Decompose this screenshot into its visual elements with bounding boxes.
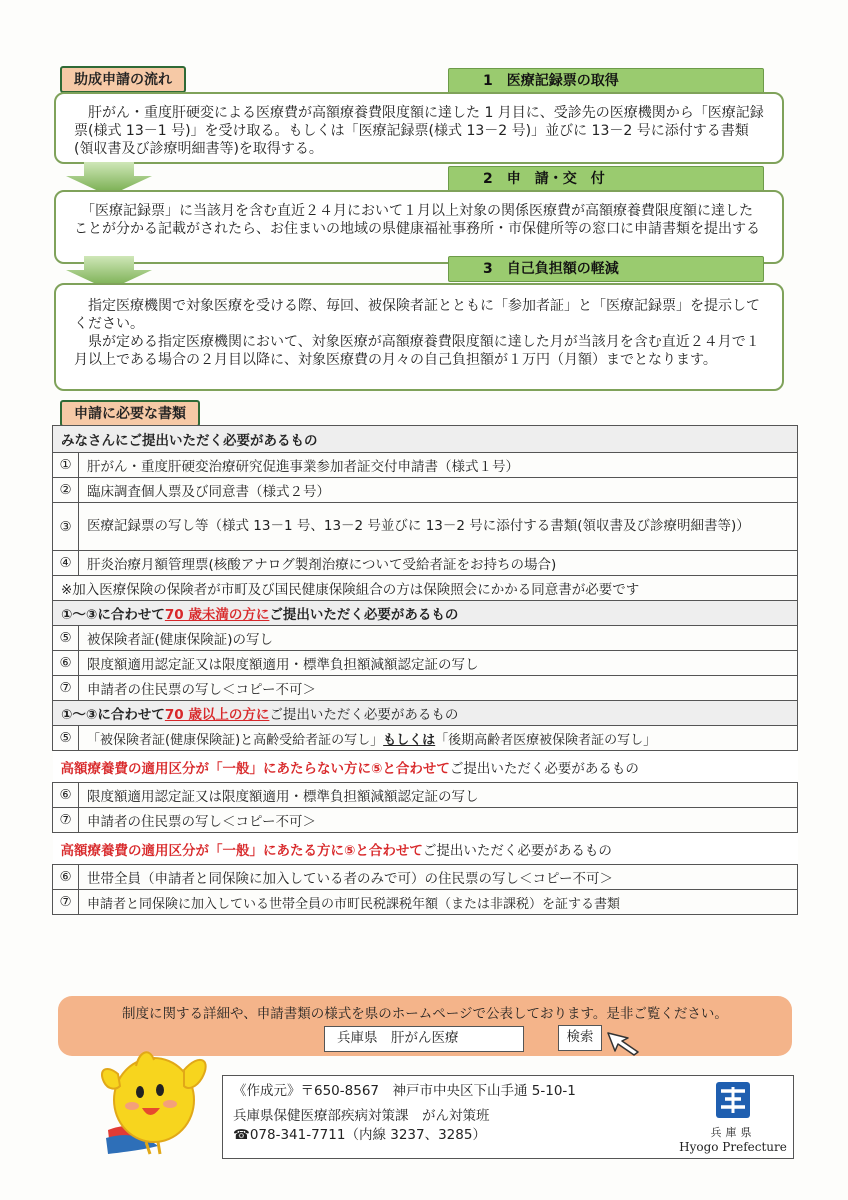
search-input[interactable]: 兵庫県 肝がん医療 <box>324 1026 524 1052</box>
item-text: 世帯全員（申請者と同保険に加入している者のみで可）の住民票の写し＜コピー不可＞ <box>79 865 798 890</box>
insurance-note: ※加入医療保険の保険者が市町及び国民健康保険組合の方は保険照会にかかる同意書が必要です <box>53 576 798 601</box>
table-row <box>53 751 798 783</box>
item-text: 肝がん・重度肝硬変治療研究促進事業参加者証交付申請書（様式１号） <box>79 453 798 478</box>
header-non-general <box>53 751 798 783</box>
table-row <box>53 426 798 453</box>
mascot-bird-icon <box>88 1030 216 1158</box>
item-text: 被保険者証(健康保険証)の写し <box>79 626 798 651</box>
item-text <box>79 726 798 751</box>
table-row <box>53 701 798 726</box>
item-text: 限度額適用認定証又は限度額適用・標準負担額減額認定証の写し <box>79 651 798 676</box>
item-text: 医療記録票の写し等（様式 13－1 号、13－2 号並びに 13－2 号に添付する書類(領収書及び診療明細書等)） <box>79 503 798 551</box>
table-row <box>53 601 798 626</box>
cursor-arrow-icon <box>606 1030 640 1056</box>
item-number: ① <box>53 453 79 478</box>
docs-section-tag: 申請に必要な書類 <box>60 400 200 427</box>
item-number: ③ <box>53 503 79 551</box>
table-row <box>53 726 798 751</box>
header-non-general-b: ご提出いただく必要があるもの <box>449 760 639 777</box>
item-text: 肝炎治療月額管理票(核酸アナログ製剤治療について受給者証をお持ちの場合) <box>79 551 798 576</box>
table-row <box>53 833 798 865</box>
item-text: 限度額適用認定証又は限度額適用・標準負担額減額認定証の写し <box>79 783 798 808</box>
step-3-text-1: 指定医療機関で対象医療を受ける際、毎回、被保険者証とともに「参加者証」と「医療記録票」を提示してください。 <box>74 298 760 332</box>
table-row <box>53 651 798 676</box>
item-number: ⑦ <box>53 676 79 701</box>
table-row <box>53 576 798 601</box>
step-2-text: 「医療記録票」に当該月を含む直近２４月において１月以上対象の関係医療費が高額療養費限度額に達したことが分かる記載がされたら、お住まいの地域の県健康福祉事務所・市保健所等の窓口に申請書類を提出する <box>74 203 760 237</box>
step-1-box <box>54 92 784 164</box>
step-1-banner: 1 医療記録票の取得 <box>448 68 764 94</box>
item-text: 申請者の住民票の写し＜コピー不可＞ <box>79 808 798 833</box>
header-over-70-c: ご提出いただく必要があるもの <box>269 707 459 723</box>
table-row <box>53 551 798 576</box>
header-under-70 <box>53 601 798 626</box>
contact-phone: ☎078-341-7711（内線 3237、3285） <box>233 1127 486 1143</box>
item-number: ④ <box>53 551 79 576</box>
item-number: ⑤ <box>53 726 79 751</box>
step-2-box <box>54 190 784 264</box>
hyogo-logo <box>678 1082 788 1154</box>
logo-english: Hyogo Prefecture <box>679 1140 787 1154</box>
table-row <box>53 453 798 478</box>
header-over-70-b: 70 歳以上の方に <box>164 707 270 723</box>
contact-department: 兵庫県保健医療部疾病対策課 がん対策班 <box>233 1108 490 1124</box>
table-row <box>53 676 798 701</box>
header-under-70-c: ご提出いただく必要があるもの <box>269 607 459 623</box>
table-row <box>53 865 798 890</box>
item-number: ⑥ <box>53 783 79 808</box>
table-row <box>53 808 798 833</box>
header-under-70-a: ①～③に合わせて <box>61 607 165 623</box>
item-number: ⑦ <box>53 890 79 915</box>
item-number: ⑥ <box>53 651 79 676</box>
logo-japanese: 兵庫県 <box>710 1126 756 1139</box>
header-over-70-a: ①～③に合わせて <box>61 707 165 723</box>
header-under-70-b: 70 歳未満の方に <box>164 607 270 623</box>
table-row <box>53 783 798 808</box>
step-1-text: 肝がん・重度肝硬変による医療費が高額療養費限度額に達した 1 月目に、受診先の医療機関から「医療記録票(様式 13－1 号)」を受け取る。もしくは「医療記録票(様式 13－2 号)」並びに 13－2 号に添付する書類(領収書及び診療明細書等)を取得する。 <box>74 105 764 157</box>
table-row <box>53 626 798 651</box>
item-number: ⑦ <box>53 808 79 833</box>
step-3-box <box>54 283 784 391</box>
step-2-banner: 2 申 請・交 付 <box>448 166 764 192</box>
header-over-70 <box>53 701 798 726</box>
item-number: ⑥ <box>53 865 79 890</box>
contact-address: 《作成元》〒650-8567 神戸市中央区下山手通 5-10-1 <box>233 1083 576 1099</box>
header-general <box>53 833 798 865</box>
item-number: ⑤ <box>53 626 79 651</box>
required-documents-table <box>52 425 798 915</box>
header-all-applicants: みなさんにご提出いただく必要があるもの <box>53 426 798 453</box>
homepage-notice: 制度に関する詳細や、申請書類の様式を県のホームページで公表しております。是非ご覧ください。 <box>122 1006 728 1022</box>
table-row <box>53 478 798 503</box>
item-text-c: 「後期高齢者医療被保険者証の写し」 <box>435 732 657 748</box>
item-text-a: 「被保険者証(健康保険証)と高齢受給者証の写し」 <box>87 732 384 748</box>
table-row <box>53 503 798 551</box>
item-text: 申請者と同保険に加入している世帯全員の市町民税課税年額（または非課税）を証する書類 <box>79 890 798 915</box>
search-button[interactable]: 検索 <box>558 1025 602 1051</box>
header-general-b: ご提出いただく必要があるもの <box>422 842 612 859</box>
step-3-text-2: 県が定める指定医療機関において、対象医療が高額療養費限度額に達した月が当該月を含む直近２４月で１月以上である場合の２月目以降に、対象医療費の月々の自己負担額が１万円（月額）までとなります。 <box>74 334 760 368</box>
item-number: ② <box>53 478 79 503</box>
step-3-banner: 3 自己負担額の軽減 <box>448 256 764 282</box>
table-row <box>53 890 798 915</box>
item-text: 臨床調査個人票及び同意書（様式２号） <box>79 478 798 503</box>
item-text-or: もしくは <box>383 732 436 748</box>
flow-section-tag: 助成申請の流れ <box>60 66 186 93</box>
header-non-general-a: 高額療養費の適用区分が「一般」にあたらない方に⑤と合わせて <box>60 760 450 777</box>
header-general-a: 高額療養費の適用区分が「一般」にあたる方に⑤と合わせて <box>60 842 423 859</box>
hyogo-emblem-icon <box>716 1082 750 1118</box>
item-text: 申請者の住民票の写し＜コピー不可＞ <box>79 676 798 701</box>
